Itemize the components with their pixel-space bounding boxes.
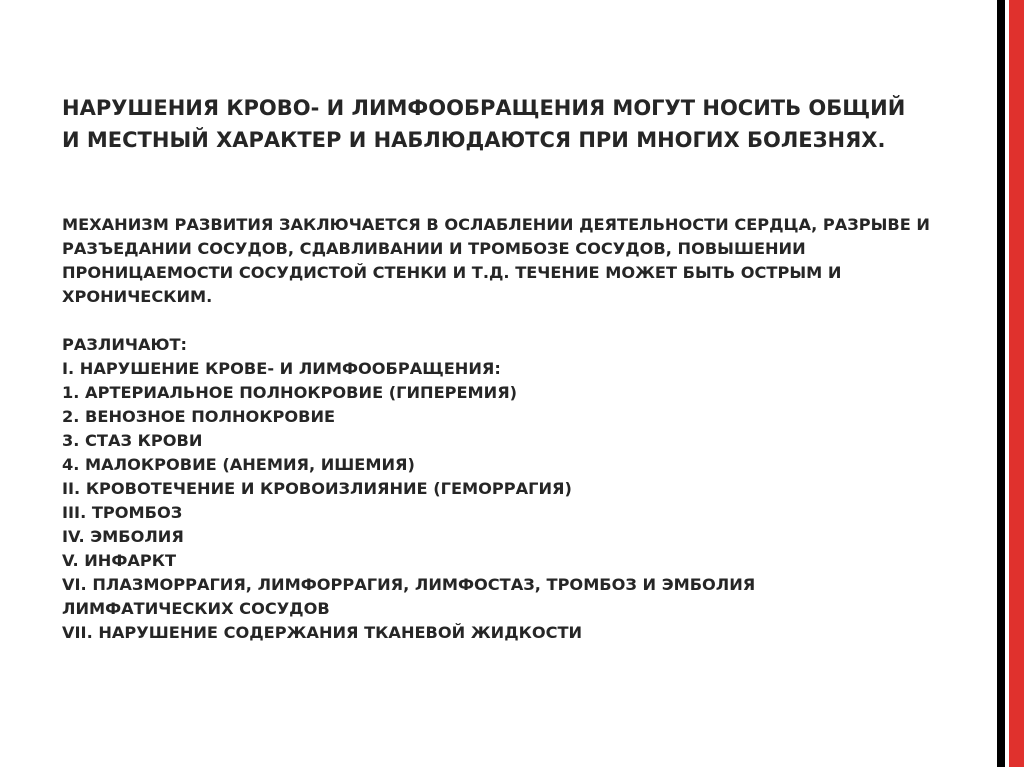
list-item: I. НАРУШЕНИЕ КРОВЕ- И ЛИМФООБРАЩЕНИЯ:: [62, 359, 501, 378]
list-item: VII. НАРУШЕНИЕ СОДЕРЖАНИЯ ТКАНЕВОЙ ЖИДКОСТИ: [62, 623, 583, 642]
mechanism-paragraph: МЕХАНИЗМ РАЗВИТИЯ ЗАКЛЮЧАЕТСЯ В ОСЛАБЛЕНИИ ДЕЯТЕЛЬНОСТИ СЕРДЦА, РАЗРЫВЕ И РАЗЪЕДАНИИ СОСУДОВ, СДАВЛИВАНИИ И ТРОМБОЗЕ СОСУДОВ, ПОВЫШЕНИИ ПРОНИЦАЕМОСТИ СОСУДИСТОЙ СТЕНКИ И Т.Д. ТЕЧЕНИЕ МОЖЕТ БЫТЬ ОСТРЫМ И ХРОНИЧЕСКИМ.: [62, 215, 930, 306]
decorative-red-stripe: [1009, 0, 1024, 767]
list-item: III. ТРОМБОЗ: [62, 503, 183, 522]
list-item: ЛИМФАТИЧЕСКИХ СОСУДОВ: [62, 599, 330, 618]
decorative-black-stripe: [997, 0, 1005, 767]
slide-title: НАРУШЕНИЯ КРОВО- И ЛИМФООБРАЩЕНИЯ МОГУТ НОСИТЬ ОБЩИЙ И МЕСТНЫЙ ХАРАКТЕР И НАБЛЮДАЮТСЯ ПРИ МНОГИХ БОЛЕЗНЯХ.: [62, 96, 906, 152]
list-item: II. КРОВОТЕЧЕНИЕ И КРОВОИЗЛИЯНИЕ (ГЕМОРРАГИЯ): [62, 479, 572, 498]
list-item: IV. ЭМБОЛИЯ: [62, 527, 184, 546]
list-item: 2. ВЕНОЗНОЕ ПОЛНОКРОВИЕ: [62, 407, 336, 426]
list-item: 1. АРТЕРИАЛЬНОЕ ПОЛНОКРОВИЕ (ГИПЕРЕМИЯ): [62, 383, 518, 402]
paragraph-spacer: [62, 309, 942, 333]
list-item: 3. СТАЗ КРОВИ: [62, 431, 203, 450]
list-item: VI. ПЛАЗМОРРАГИЯ, ЛИМФОРРАГИЯ, ЛИМФОСТАЗ, ТРОМБОЗ И ЭМБОЛИЯ: [62, 575, 756, 594]
list-item: V. ИНФАРКТ: [62, 551, 177, 570]
list-heading: РАЗЛИЧАЮТ:: [62, 335, 188, 354]
list-item: 4. МАЛОКРОВИЕ (АНЕМИЯ, ИШЕМИЯ): [62, 455, 415, 474]
slide-body: [62, 213, 942, 645]
